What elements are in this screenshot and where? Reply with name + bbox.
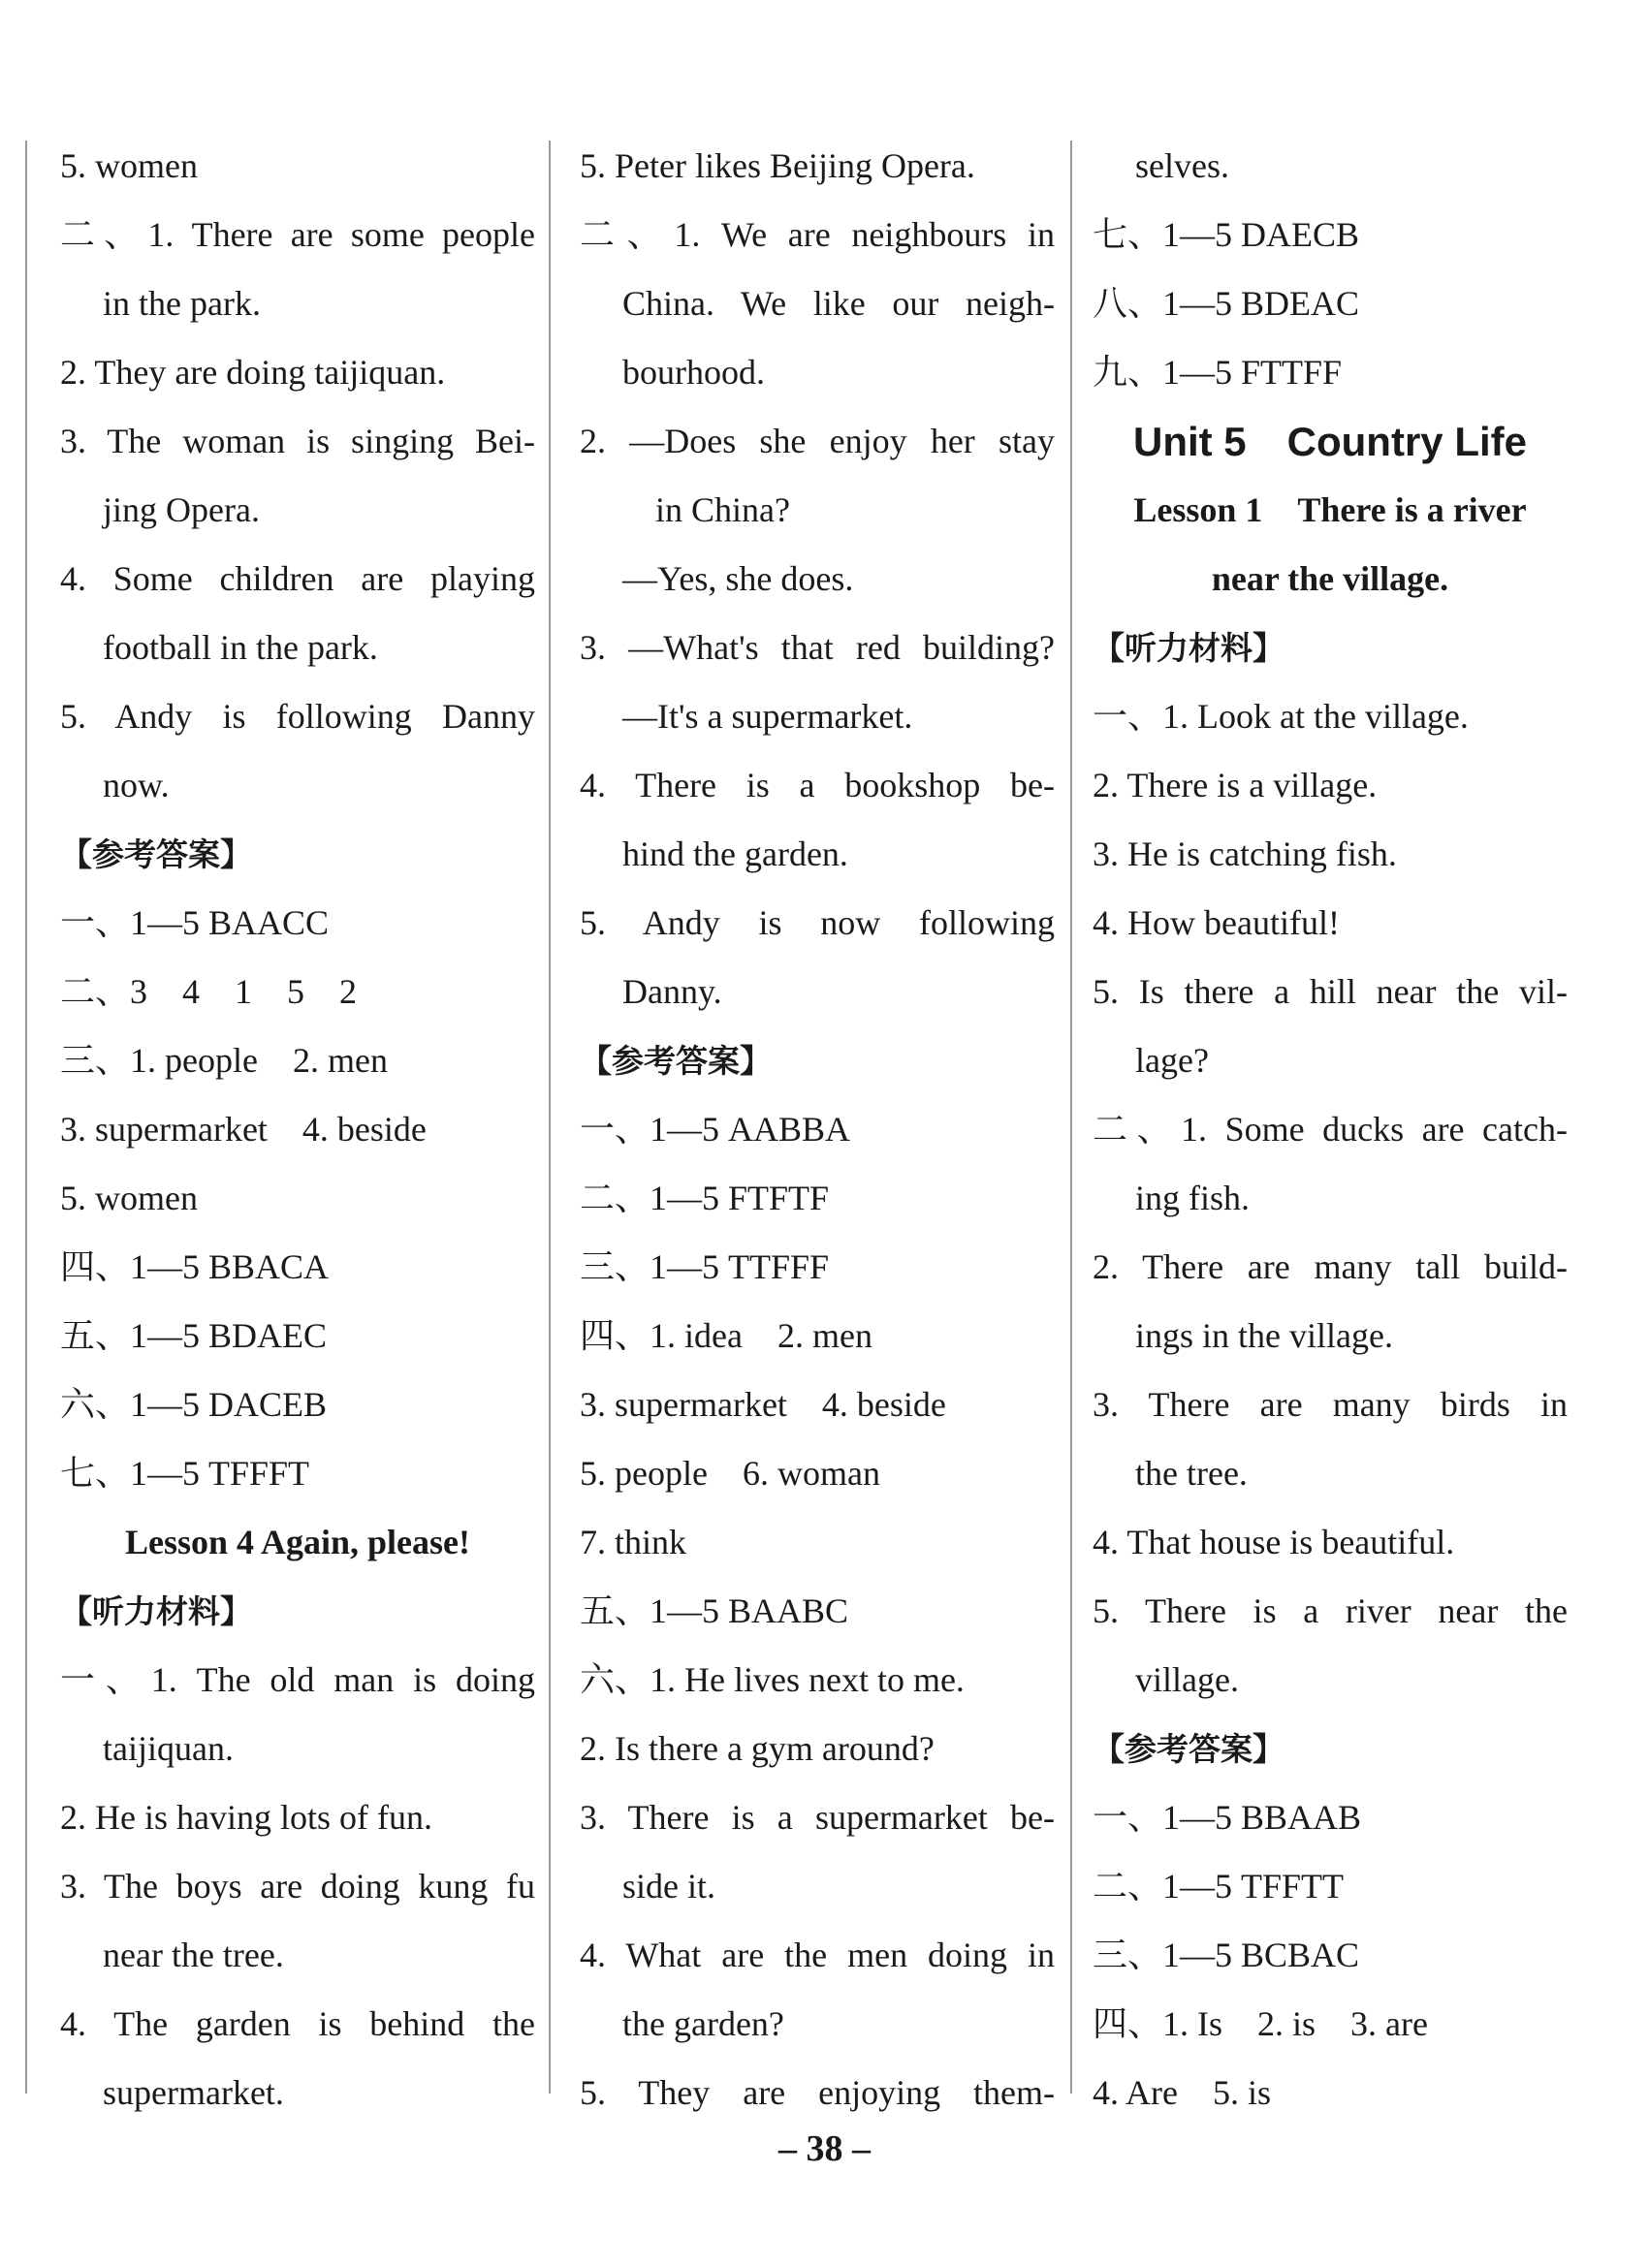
text-line: 二、1—5 TFFTT xyxy=(1093,1867,1345,1906)
text-line: 4. How beautiful! xyxy=(1093,903,1340,942)
text-line: 四、1. Is 2. is 3. are xyxy=(1093,2004,1428,2043)
text-line: the tree. xyxy=(1135,1454,1248,1493)
text-line: bourhood. xyxy=(622,353,765,392)
column-divider-left xyxy=(25,141,27,2094)
text-line: 三、1—5 TTFFF xyxy=(580,1247,830,1286)
text-line: 4. Are 5. is xyxy=(1093,2073,1271,2112)
text-line: village. xyxy=(1135,1660,1239,1699)
text-column-2 xyxy=(580,132,1055,2127)
text-line: now. xyxy=(103,766,170,804)
text-line: 六、1. He lives next to me. xyxy=(580,1660,965,1699)
lesson-heading: Lesson 1 There is a river xyxy=(1133,490,1527,529)
text-line: 4. Some children are playing xyxy=(60,559,535,598)
text-line: 5. women xyxy=(60,146,198,185)
text-line: 4. The garden is behind the xyxy=(60,2004,535,2043)
text-line: 二、1. There are some people xyxy=(60,215,535,254)
text-line: 3. supermarket 4. beside xyxy=(60,1110,427,1149)
text-line: 5. people 6. woman xyxy=(580,1454,880,1493)
text-line: 3. There is a supermarket be- xyxy=(580,1798,1055,1837)
text-line: 三、1—5 BCBAC xyxy=(1093,1936,1360,1974)
text-line: taijiquan. xyxy=(103,1729,234,1768)
section-label: 【参考答案】 xyxy=(1093,1730,1284,1768)
text-line: 六、1—5 DACEB xyxy=(60,1385,328,1424)
text-line: jing Opera. xyxy=(103,490,260,529)
text-line: 2. They are doing taijiquan. xyxy=(60,353,446,392)
text-line: ing fish. xyxy=(1135,1179,1251,1217)
text-line: 一、1—5 BAACC xyxy=(60,903,330,942)
section-label: 【听力材料】 xyxy=(60,1592,252,1630)
text-line: the garden? xyxy=(622,2004,784,2043)
text-line: hind the garden. xyxy=(622,835,848,873)
lesson-heading: near the village. xyxy=(1211,559,1449,598)
text-column-3 xyxy=(1093,132,1568,2127)
text-line: 5. women xyxy=(60,1179,198,1217)
text-line: 4. What are the men doing in xyxy=(580,1936,1055,1974)
text-line: 4. There is a bookshop be- xyxy=(580,766,1055,804)
text-line: 一、1. The old man is doing xyxy=(60,1660,535,1699)
text-line: 四、1—5 BBACA xyxy=(60,1247,330,1286)
column-divider-right xyxy=(1070,141,1072,2094)
text-line: 一、1—5 AABBA xyxy=(580,1110,851,1149)
column-divider-middle xyxy=(549,141,551,2094)
text-line: 3. —What's that red building? xyxy=(580,628,1055,667)
text-line: 九、1—5 FTTFF xyxy=(1093,353,1343,392)
text-line: 二、1—5 FTFTF xyxy=(580,1179,830,1217)
text-line: football in the park. xyxy=(103,628,378,667)
text-line: 3. There are many birds in xyxy=(1093,1385,1568,1424)
text-line: in the park. xyxy=(103,284,261,323)
text-line: 五、1—5 BDAEC xyxy=(60,1316,328,1355)
text-line: —Yes, she does. xyxy=(622,559,854,598)
text-line: lage? xyxy=(1135,1041,1209,1080)
text-line: 3. He is catching fish. xyxy=(1093,835,1397,873)
section-label: 【参考答案】 xyxy=(60,835,252,873)
text-line: 五、1—5 BAABC xyxy=(580,1591,849,1630)
text-line: 二、3 4 1 5 2 xyxy=(60,972,358,1011)
lesson-heading: Unit 5 Country Life xyxy=(1133,419,1527,464)
text-line: 4. That house is beautiful. xyxy=(1093,1523,1455,1561)
text-line: 2. —Does she enjoy her stay xyxy=(580,422,1055,460)
text-line: 二、1. We are neighbours in xyxy=(580,215,1055,254)
text-line: 四、1. idea 2. men xyxy=(580,1316,872,1355)
text-line: 5. Is there a hill near the vil- xyxy=(1093,972,1568,1011)
text-line: selves. xyxy=(1135,146,1229,185)
text-line: 2. There is a village. xyxy=(1093,766,1378,804)
text-line: 5. There is a river near the xyxy=(1093,1591,1568,1630)
page-number: – 38 – xyxy=(778,2128,871,2169)
text-line: China. We like our neigh- xyxy=(622,284,1055,323)
text-line: 三、1. people 2. men xyxy=(60,1041,388,1080)
text-line: —It's a supermarket. xyxy=(622,697,913,736)
text-line: 2. There are many tall build- xyxy=(1093,1247,1568,1286)
section-label: 【听力材料】 xyxy=(1093,629,1284,667)
text-line: ings in the village. xyxy=(1135,1316,1393,1355)
section-label: 【参考答案】 xyxy=(580,1042,772,1080)
text-line: supermarket. xyxy=(103,2073,284,2112)
text-line: 3. The boys are doing kung fu xyxy=(60,1867,535,1906)
text-line: side it. xyxy=(622,1867,715,1906)
text-line: Danny. xyxy=(622,972,722,1011)
lesson-heading: Lesson 4 Again, please! xyxy=(124,1523,471,1561)
text-line: 八、1—5 BDEAC xyxy=(1093,284,1360,323)
text-column-1 xyxy=(60,132,535,2127)
text-line: 5. Peter likes Beijing Opera. xyxy=(580,146,975,185)
text-line: 七、1—5 TFFFT xyxy=(60,1454,310,1493)
text-line: 一、1. Look at the village. xyxy=(1093,697,1469,736)
text-line: 七、1—5 DAECB xyxy=(1093,215,1360,254)
text-line: 2. Is there a gym around? xyxy=(580,1729,935,1768)
text-line: 7. think xyxy=(580,1523,687,1561)
text-line: in China? xyxy=(655,490,790,529)
text-line: 3. The woman is singing Bei- xyxy=(60,422,535,460)
text-line: 2. He is having lots of fun. xyxy=(60,1798,432,1837)
text-line: 二、1. Some ducks are catch- xyxy=(1093,1110,1568,1149)
text-line: 5. Andy is now following xyxy=(580,903,1055,942)
text-line: 一、1—5 BBAAB xyxy=(1093,1798,1362,1837)
text-line: 3. supermarket 4. beside xyxy=(580,1385,946,1424)
text-line: near the tree. xyxy=(103,1936,284,1974)
text-line: 5. Andy is following Danny xyxy=(60,697,535,736)
text-line: 5. They are enjoying them- xyxy=(580,2073,1055,2112)
